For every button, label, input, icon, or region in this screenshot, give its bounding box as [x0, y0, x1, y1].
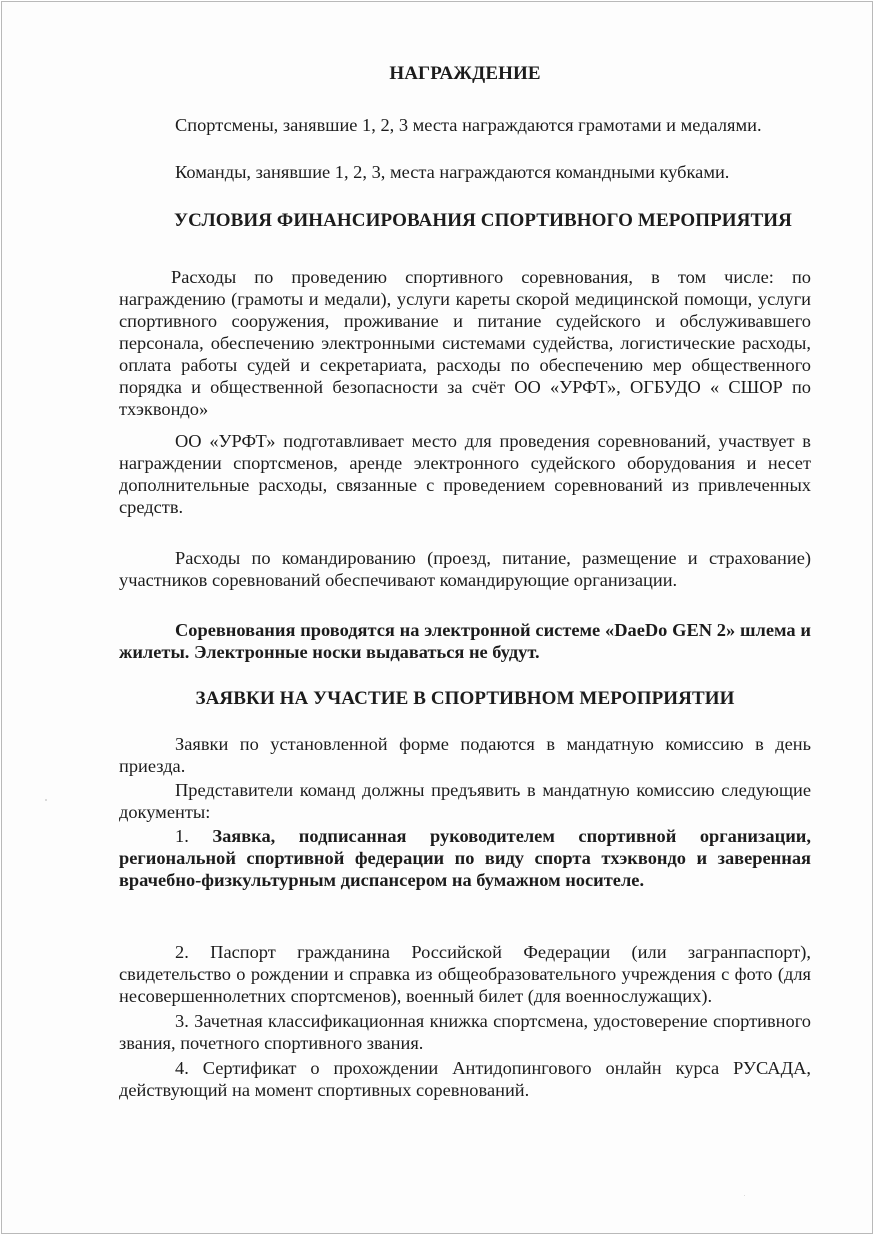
- applications-paragraph-2: Представители команд должны предъявить в мандатную комиссию следующие документы:: [119, 780, 811, 822]
- document-list-item-4: 4. Сертификат о прохождении Антидопингового онлайн курса РУСАДА, действующий на момент спортивных соревнований.: [119, 1058, 811, 1100]
- applications-heading: ЗАЯВКИ НА УЧАСТИЕ В СПОРТИВНОМ МЕРОПРИЯТИИ: [195, 688, 735, 709]
- award-paragraph-2: Команды, занявшие 1, 2, 3, места награждаются командными кубками.: [175, 162, 730, 182]
- financing-heading: УСЛОВИЯ ФИНАНСИРОВАНИЯ СПОРТИВНОГО МЕРОПРИЯТИЯ: [174, 210, 792, 231]
- financing-paragraph-4: Соревнования проводятся на электронной системе «DaeDo GEN 2» шлема и жилеты. Электронные носки выдаваться не будут.: [119, 620, 811, 662]
- financing-paragraph-3: Расходы по командированию (проезд, питание, размещение и страхование) участников соревнований обеспечивают командирующие организации.: [119, 548, 811, 590]
- scan-speck: [744, 1195, 745, 1196]
- financing-paragraph-1: Расходы по проведению спортивного соревнования, в том числе: по награждению (грамоты и медали), услуги кареты скорой медицинской помощи, услуги спортивного сооружения, проживание и питание судейского и обслуживавшего персонала, обеспечению электронными системами судейства, логистические расходы, оплата работы судей и секретариата, расходы по обеспечению мер общественного порядка и общественной безопасности за счёт ОО «УРФТ», ОГБУДО « СШОР по тхэквондо»: [119, 267, 811, 419]
- financing-paragraph-2: ОО «УРФТ» подготавливает место для проведения соревнований, участвует в награждении спортсменов, аренде электронного судейского оборудования и несет дополнительные расходы, связанные с проведением соревнований из привлеченных средств.: [119, 431, 811, 517]
- document-list-item-1: [119, 825, 811, 891]
- award-heading: НАГРАЖДЕНИЕ: [389, 63, 541, 84]
- scan-speck: [45, 799, 47, 801]
- applications-paragraph-1: Заявки по установленной форме подаются в мандатную комиссию в день приезда.: [119, 734, 811, 776]
- document-list-item-3: 3. Зачетная классификационная книжка спортсмена, удостоверение спортивного звания, почетного спортивного звания.: [119, 1011, 811, 1053]
- document-list-item-2: 2. Паспорт гражданина Российской Федерации (или загранпаспорт), свидетельство о рождении и справка из общеобразовательного учреждения с фото (для несовершеннолетних спортсменов), военный билет (для военнослужащих).: [119, 942, 811, 1006]
- list-item-1-number: 1.: [175, 826, 189, 846]
- award-paragraph-1: Спортсмены, занявшие 1, 2, 3 места награждаются грамотами и медалями.: [175, 115, 762, 135]
- document-page: [1, 1, 873, 1234]
- list-item-1-text: Заявка, подписанная руководителем спортивной организации, региональной спортивной федерации по виду спорта тхэквондо и заверенная врачебно-физкультурным диспансером на бумажном носителе.: [119, 826, 811, 890]
